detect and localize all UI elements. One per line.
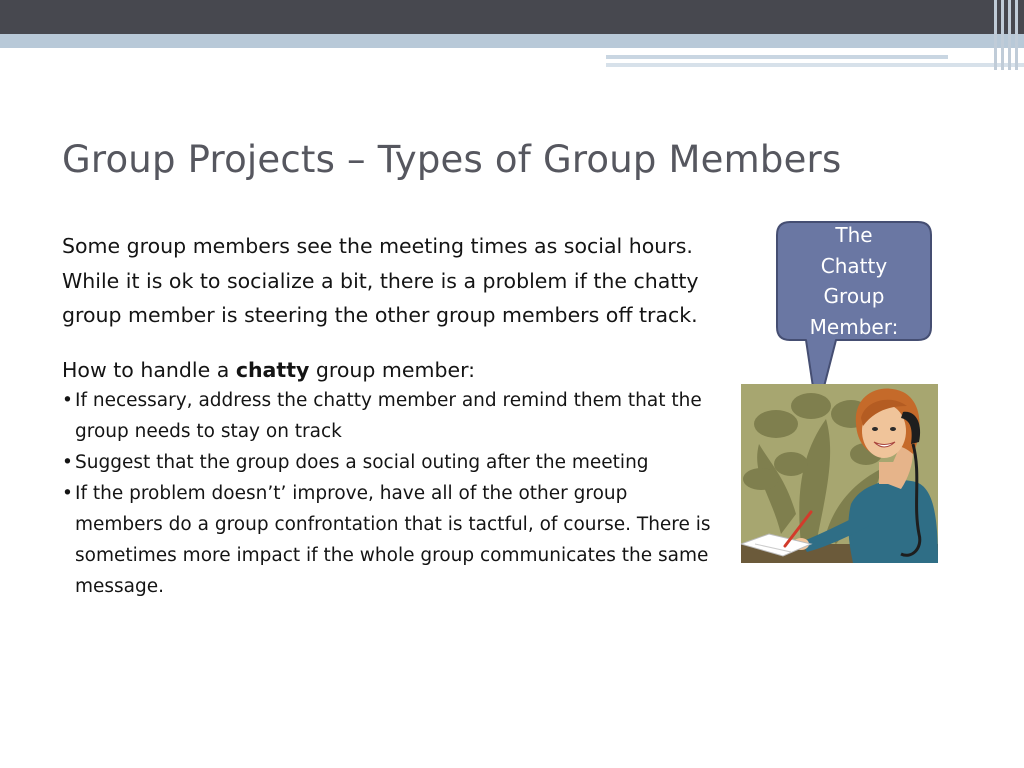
bullet-item bbox=[62, 447, 712, 478]
bullet-text: If necessary, address the chatty member and remind them that the group needs to stay on track bbox=[75, 389, 702, 442]
howto-emphasis: chatty bbox=[235, 357, 310, 382]
bullet-icon: • bbox=[62, 482, 73, 504]
woman-on-phone-icon bbox=[741, 384, 938, 563]
header-band-dark bbox=[0, 0, 1024, 34]
bullet-list bbox=[62, 385, 712, 602]
bullet-icon: • bbox=[62, 451, 73, 473]
intro-paragraph: Some group members see the meeting times as social hours. While it is ok to socialize a bit, there is a problem if the chatty group member is steering the other group members off track. bbox=[62, 234, 699, 327]
header-accent-line bbox=[606, 63, 1024, 67]
header-accent-line bbox=[606, 55, 948, 59]
header-vertical-stripe bbox=[1015, 0, 1018, 70]
bullet-text: Suggest that the group does a social outing after the meeting bbox=[75, 451, 649, 473]
callout-label-wrap bbox=[776, 221, 932, 341]
header-band-light bbox=[0, 34, 1024, 48]
bullet-icon: • bbox=[62, 389, 73, 411]
header-vertical-stripe bbox=[994, 0, 997, 70]
howto-heading bbox=[62, 355, 712, 385]
bullet-text: If the problem doesn’t’ improve, have all of the other group members do a group confrontation that is tactful, of course. There is sometimes more impact if the whole group communicates the same message. bbox=[75, 482, 711, 597]
callout-label: The Chatty Group Member: bbox=[809, 223, 899, 339]
howto-prefix: How to handle a bbox=[62, 357, 236, 382]
header-vertical-stripe bbox=[1001, 0, 1004, 70]
slide-body bbox=[62, 229, 712, 602]
howto-suffix: group member: bbox=[309, 357, 476, 382]
slide-title: Group Projects – Types of Group Members bbox=[62, 138, 842, 181]
bullet-item bbox=[62, 385, 712, 447]
header-vertical-stripe bbox=[1008, 0, 1011, 70]
bullet-item bbox=[62, 478, 712, 602]
